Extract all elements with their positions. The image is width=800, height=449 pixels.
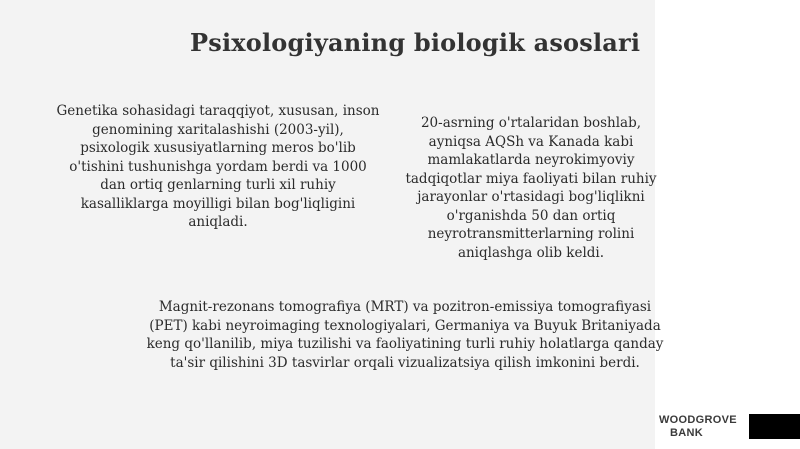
paragraph-neuroimaging: Magnit-rezonans tomografiya (MRT) va pozitron-emissiya tomografiyasi (PET) kabi neyroimaging texnologiyalari, Germaniya va Buyuk Britaniyada keng qo'llanilib, miya tuzilishi va faoliyatining turli ruhiy holatlarga qanday ta'sir qilishini 3D tasvirlar orqali vizualizatsiya qilish imkonini berdi.	[146, 299, 664, 371]
logo-line-1: WOODGROVE	[659, 414, 737, 426]
slide-title: Psixologiyaning biologik asoslari	[190, 28, 641, 57]
black-corner-block	[749, 414, 800, 439]
paragraph-neurochemistry: 20-asrning o'rtalaridan boshlab, ayniqsa AQSh va Kanada kabi mamlakatlarda neyrokimyoviy tadqiqotlar miya faoliyati bilan ruhiy jarayonlar o'rtasidagi bog'liqlikni o'rganishda 50 dan ortiq neyrotransmitterlarning rolini aniqlashga olib keldi.	[405, 115, 657, 261]
paragraph-genetics: Genetika sohasidagi taraqqiyot, xususan, inson genomining xaritalashishi (2003-yil), psixologik xususiyatlarning meros bo'lib o'tishini tushunishga yordam berdi va 1000 dan ortiq genlarning turli xil ruhiy kasalliklarga moyilligi bilan bog'liqligini aniqladi.	[56, 103, 380, 230]
company-logo	[659, 414, 737, 440]
logo-line-2: BANK	[670, 427, 703, 439]
